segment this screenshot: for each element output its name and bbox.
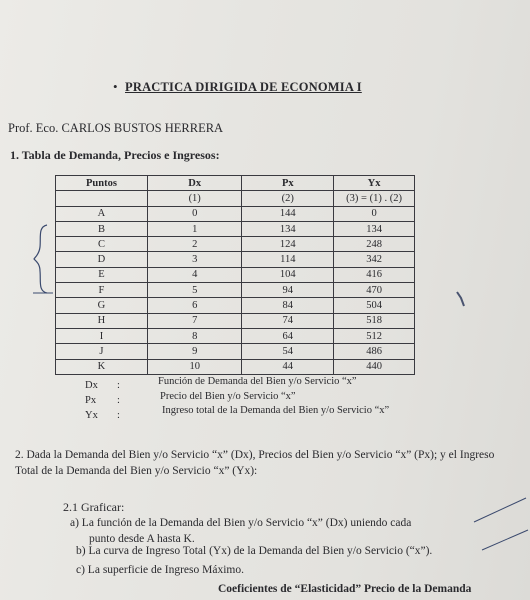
- table-cell: 518: [334, 313, 415, 328]
- legend-desc: Función de Demanda del Bien y/o Servicio “x”: [158, 376, 357, 387]
- subheader-cell: [56, 191, 148, 206]
- table-cell: 9: [147, 344, 242, 359]
- table-row: [56, 252, 415, 267]
- table-cell: I: [56, 328, 148, 343]
- table-row: [56, 267, 415, 282]
- table-cell: 134: [242, 221, 334, 236]
- legend-symbol: Px: [85, 395, 97, 406]
- table-cell: 4: [147, 267, 242, 282]
- legend-symbol: Dx: [85, 380, 98, 391]
- item-c: c) La superficie de Ingreso Máximo.: [76, 564, 244, 576]
- table-row: [56, 237, 415, 252]
- subheader-cell: (1): [147, 191, 242, 206]
- table-cell: 134: [334, 221, 415, 236]
- table-cell: 10: [147, 359, 242, 374]
- item-a: a) La función de la Demanda del Bien y/o Servicio “x” (Dx) uniendo cada: [70, 517, 412, 529]
- table-cell: 44: [242, 359, 334, 374]
- item-a-cont: punto desde A hasta K.: [89, 533, 195, 545]
- table-cell: H: [56, 313, 148, 328]
- table-cell: 74: [242, 313, 334, 328]
- table-row: [56, 328, 415, 343]
- item-b: b) La curva de Ingreso Total (Yx) de la Demanda del Bien y/o Servicio (“x”).: [76, 545, 433, 557]
- table-cell: C: [56, 237, 148, 252]
- professor-name: Prof. Eco. CARLOS BUSTOS HERRERA: [8, 121, 224, 135]
- table-cell: G: [56, 298, 148, 313]
- table-cell: D: [56, 252, 148, 267]
- table-cell: 114: [242, 252, 334, 267]
- page-title: PRACTICA DIRIGIDA DE ECONOMIA I: [125, 80, 362, 94]
- table-row: [56, 344, 415, 359]
- table-cell: 144: [242, 206, 334, 221]
- subheader-cell: (2): [242, 191, 334, 206]
- demand-table: [55, 175, 415, 375]
- header-cell: Puntos: [56, 176, 148, 191]
- table-cell: 248: [334, 237, 415, 252]
- table-cell: 124: [242, 237, 334, 252]
- header-cell: Yx: [334, 176, 415, 191]
- table-row: [56, 206, 415, 221]
- header-cell: Dx: [147, 176, 242, 191]
- table-cell: 8: [147, 328, 242, 343]
- table-row: [56, 359, 415, 374]
- table-cell: F: [56, 283, 148, 298]
- section-1-heading: 1. Tabla de Demanda, Precios e Ingresos:: [10, 148, 220, 162]
- table-row: [56, 298, 415, 313]
- table-cell: 104: [242, 267, 334, 282]
- table-cell: 440: [334, 359, 415, 374]
- subheader-cell: (3) = (1) . (2): [334, 191, 415, 206]
- table-cell: J: [56, 344, 148, 359]
- subsection-2-1: 2.1 Graficar:: [63, 500, 125, 514]
- table-cell: 0: [334, 206, 415, 221]
- table-cell: 3: [147, 252, 242, 267]
- table-cell: 64: [242, 328, 334, 343]
- section-2-text: 2. Dada la Demanda del Bien y/o Servicio “x” (Dx), Precios del Bien y/o Servicio “x” (Px); y el Ingreso Total de la Demanda del Bien y/o Servicio “x” (Yx):: [15, 449, 495, 477]
- table-cell: 2: [147, 237, 242, 252]
- table-body: [56, 206, 415, 374]
- table-cell: 54: [242, 344, 334, 359]
- header-cell: Px: [242, 176, 334, 191]
- table-row: [56, 221, 415, 236]
- table-cell: B: [56, 221, 148, 236]
- table-cell: K: [56, 359, 148, 374]
- legend-desc: Precio del Bien y/o Servicio “x”: [160, 391, 296, 402]
- table-cell: 7: [147, 313, 242, 328]
- table-row: [56, 313, 415, 328]
- table-cell: 84: [242, 298, 334, 313]
- table-header-row: [56, 176, 415, 191]
- pen-stroke: [470, 496, 530, 556]
- legend-sep: :: [117, 395, 120, 406]
- table-cell: A: [56, 206, 148, 221]
- bullet-dot: •: [113, 79, 118, 94]
- table-cell: 486: [334, 344, 415, 359]
- pen-mark: [455, 290, 469, 312]
- table-cell: E: [56, 267, 148, 282]
- table-subheader-row: [56, 191, 415, 206]
- table-cell: 416: [334, 267, 415, 282]
- table-cell: 512: [334, 328, 415, 343]
- table-cell: 0: [147, 206, 242, 221]
- legend-sep: :: [117, 410, 120, 421]
- table-cell: 470: [334, 283, 415, 298]
- legend-desc: Ingreso total de la Demanda del Bien y/o Servicio “x”: [162, 405, 390, 416]
- legend-symbol: Yx: [85, 410, 98, 421]
- legend-sep: :: [117, 380, 120, 391]
- table-cell: 1: [147, 221, 242, 236]
- table-cell: 342: [334, 252, 415, 267]
- table-cell: 5: [147, 283, 242, 298]
- next-section-partial: Coeficientes de “Elasticidad” Precio de la Demanda: [218, 583, 472, 595]
- table-cell: 6: [147, 298, 242, 313]
- table-cell: 94: [242, 283, 334, 298]
- table-cell: 504: [334, 298, 415, 313]
- table-row: [56, 283, 415, 298]
- hand-drawn-bracket: [33, 223, 53, 295]
